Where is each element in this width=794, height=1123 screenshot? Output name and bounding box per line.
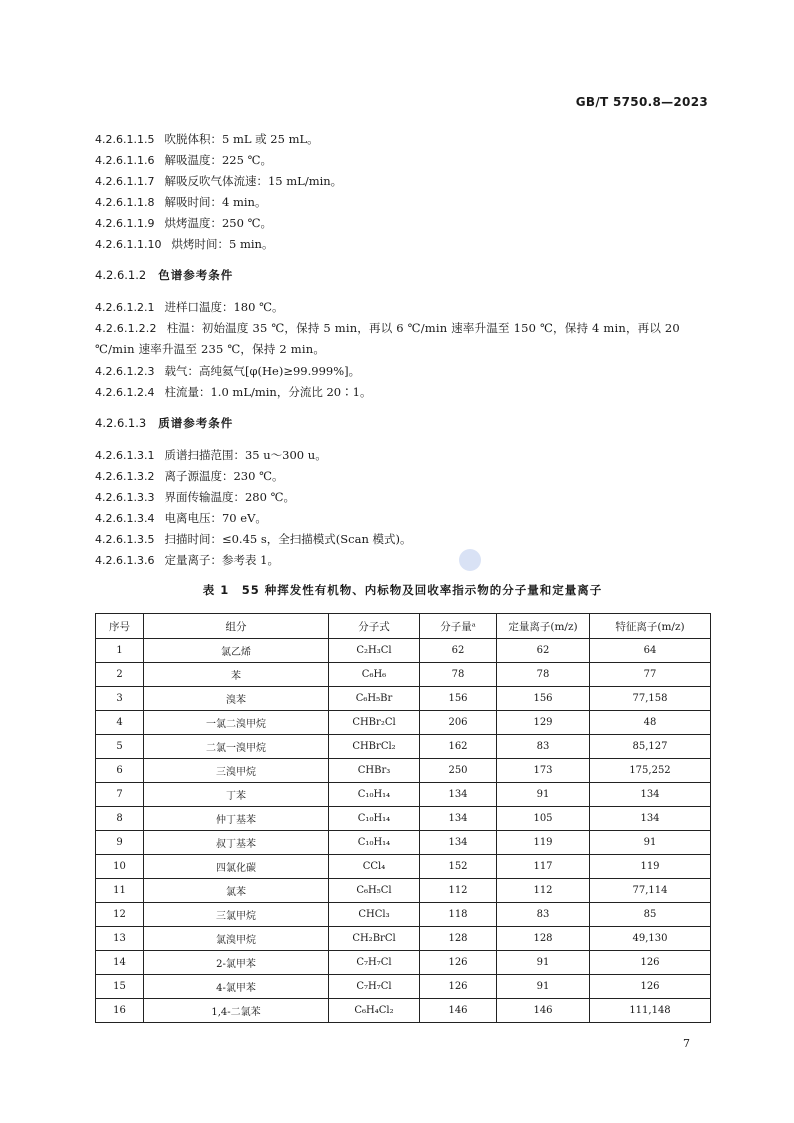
- column-header: 序号: [96, 614, 144, 639]
- table-cell: 5: [96, 735, 144, 759]
- table-cell: 氯溴甲烷: [144, 927, 329, 951]
- table-cell: 119: [497, 831, 590, 855]
- table-cell: 126: [590, 951, 711, 975]
- table-cell: CH₂BrCl: [329, 927, 420, 951]
- table-header-row: [96, 614, 711, 639]
- table-cell: C₂H₃Cl: [329, 639, 420, 663]
- table-cell: CHBr₃: [329, 759, 420, 783]
- table-cell: 16: [96, 999, 144, 1023]
- table-cell: 112: [420, 879, 497, 903]
- table-cell: 162: [420, 735, 497, 759]
- table-cell: 叔丁基苯: [144, 831, 329, 855]
- table-body: [96, 639, 711, 1023]
- table-cell: 1,4-二氯苯: [144, 999, 329, 1023]
- table-cell: 173: [497, 759, 590, 783]
- table-row: [96, 663, 711, 687]
- table-cell: CHCl₃: [329, 903, 420, 927]
- table-cell: C₁₀H₁₄: [329, 783, 420, 807]
- table-cell: 91: [497, 951, 590, 975]
- table-cell: 126: [420, 975, 497, 999]
- table-row: [96, 999, 711, 1023]
- table-cell: 11: [96, 879, 144, 903]
- table-cell: 6: [96, 759, 144, 783]
- standard-code: GB/T 5750.8—2023: [575, 95, 708, 109]
- table-cell: 氯苯: [144, 879, 329, 903]
- table-cell: 苯: [144, 663, 329, 687]
- table-cell: 111,148: [590, 999, 711, 1023]
- table-row: [96, 807, 711, 831]
- table-cell: 128: [497, 927, 590, 951]
- watermark-logo-icon: [459, 549, 481, 571]
- table-cell: 146: [497, 999, 590, 1023]
- table-row: [96, 735, 711, 759]
- table-cell: 8: [96, 807, 144, 831]
- column-header: 定量离子(m/z): [497, 614, 590, 639]
- clause-item: 4.2.6.1.1.5 吹脱体积：5 mL 或 25 mL。: [95, 132, 319, 146]
- table-row: [96, 783, 711, 807]
- table-cell: 3: [96, 687, 144, 711]
- clause-item: 4.2.6.1.1.7 解吸反吹气体流速：15 mL/min。: [95, 174, 343, 188]
- table-cell: 78: [420, 663, 497, 687]
- table-cell: 146: [420, 999, 497, 1023]
- table-cell: 119: [590, 855, 711, 879]
- table-cell: 1: [96, 639, 144, 663]
- table-cell: 丁苯: [144, 783, 329, 807]
- table-cell: C₁₀H₁₄: [329, 831, 420, 855]
- clause-item: 4.2.6.1.1.9 烘烤温度：250 ℃。: [95, 216, 272, 230]
- table-cell: 78: [497, 663, 590, 687]
- column-header: 组分: [144, 614, 329, 639]
- table-cell: 62: [497, 639, 590, 663]
- table-row: [96, 639, 711, 663]
- table-cell: 14: [96, 951, 144, 975]
- table-title: 表 1 55 种挥发性有机物、内标物及回收率指示物的分子量和定量离子: [202, 583, 603, 597]
- table-row: [96, 759, 711, 783]
- clause-item: 4.2.6.1.2.2 柱温：初始温度 35 ℃，保持 5 min，再以 6 ℃/min 速率升温至 150 ℃，保持 4 min，再以 20 ℃/min 速率升温至 235 ℃，保持 2 min。: [95, 321, 680, 356]
- table-cell: 126: [420, 951, 497, 975]
- table-cell: 156: [497, 687, 590, 711]
- table-cell: 91: [590, 831, 711, 855]
- table-row: [96, 831, 711, 855]
- table-row: [96, 903, 711, 927]
- table-cell: 三溴甲烷: [144, 759, 329, 783]
- section-heading-gc: 4.2.6.1.2 色谱参考条件: [95, 268, 234, 282]
- table-cell: 128: [420, 927, 497, 951]
- table-cell: 溴苯: [144, 687, 329, 711]
- clause-item: 4.2.6.1.3.1 质谱扫描范围：35 u～300 u。: [95, 448, 327, 462]
- table-cell: 91: [497, 975, 590, 999]
- table-cell: 77,158: [590, 687, 711, 711]
- table-cell: 126: [590, 975, 711, 999]
- table-row: [96, 927, 711, 951]
- table-row: [96, 975, 711, 999]
- table-cell: 112: [497, 879, 590, 903]
- table-cell: 9: [96, 831, 144, 855]
- table-cell: 85: [590, 903, 711, 927]
- table-cell: C₆H₅Br: [329, 687, 420, 711]
- table-cell: C₁₀H₁₄: [329, 807, 420, 831]
- table-cell: C₇H₇Cl: [329, 975, 420, 999]
- table-cell: 64: [590, 639, 711, 663]
- clause-item: 4.2.6.1.3.2 离子源温度：230 ℃。: [95, 469, 284, 483]
- table-cell: 77: [590, 663, 711, 687]
- table-cell: 83: [497, 903, 590, 927]
- clause-item: 4.2.6.1.3.4 电离电压：70 eV。: [95, 511, 267, 525]
- table-cell: 10: [96, 855, 144, 879]
- table-row: [96, 711, 711, 735]
- table-cell: 48: [590, 711, 711, 735]
- table-cell: 4: [96, 711, 144, 735]
- clause-item: 4.2.6.1.1.8 解吸时间：4 min。: [95, 195, 267, 209]
- clause-item: 4.2.6.1.2.4 柱流量：1.0 mL/min，分流比 20∶1。: [95, 385, 372, 399]
- clause-item: 4.2.6.1.3.3 界面传输温度：280 ℃。: [95, 490, 295, 504]
- table-cell: 15: [96, 975, 144, 999]
- data-table: [95, 613, 711, 1023]
- table-cell: CHBrCl₂: [329, 735, 420, 759]
- table-cell: 四氯化碳: [144, 855, 329, 879]
- table-cell: 4-氯甲苯: [144, 975, 329, 999]
- table-cell: 85,127: [590, 735, 711, 759]
- table-cell: C₆H₄Cl₂: [329, 999, 420, 1023]
- table-cell: 134: [420, 783, 497, 807]
- page-number: 7: [683, 1037, 690, 1050]
- table-cell: 134: [420, 807, 497, 831]
- table-cell: C₆H₆: [329, 663, 420, 687]
- table-cell: 129: [497, 711, 590, 735]
- table-cell: 7: [96, 783, 144, 807]
- table-cell: 134: [590, 783, 711, 807]
- table-cell: 77,114: [590, 879, 711, 903]
- table-cell: 仲丁基苯: [144, 807, 329, 831]
- table-cell: 134: [590, 807, 711, 831]
- column-header: 特征离子(m/z): [590, 614, 711, 639]
- table-cell: 105: [497, 807, 590, 831]
- clause-item: 4.2.6.1.2.3 载气：高纯氦气[φ(He)≥99.999%]。: [95, 364, 361, 378]
- table-cell: 二氯一溴甲烷: [144, 735, 329, 759]
- table-cell: 一氯二溴甲烷: [144, 711, 329, 735]
- table-row: [96, 855, 711, 879]
- table-cell: CCl₄: [329, 855, 420, 879]
- table-cell: CHBr₂Cl: [329, 711, 420, 735]
- table-row: [96, 951, 711, 975]
- table-cell: 2-氯甲苯: [144, 951, 329, 975]
- clause-item: 4.2.6.1.1.6 解吸温度：225 ℃。: [95, 153, 272, 167]
- table-cell: 49,130: [590, 927, 711, 951]
- section-heading-ms: 4.2.6.1.3 质谱参考条件: [95, 416, 234, 430]
- table-cell: 13: [96, 927, 144, 951]
- table-cell: 156: [420, 687, 497, 711]
- clause-item: 4.2.6.1.2.1 进样口温度：180 ℃。: [95, 300, 284, 314]
- table-row: [96, 687, 711, 711]
- table-cell: 12: [96, 903, 144, 927]
- table-cell: 117: [497, 855, 590, 879]
- table-cell: C₇H₇Cl: [329, 951, 420, 975]
- table-cell: 134: [420, 831, 497, 855]
- table-cell: 118: [420, 903, 497, 927]
- clause-item: 4.2.6.1.3.6 定量离子：参考表 1。: [95, 553, 279, 567]
- table-row: [96, 879, 711, 903]
- table-cell: 62: [420, 639, 497, 663]
- table-cell: 氯乙烯: [144, 639, 329, 663]
- table-cell: 2: [96, 663, 144, 687]
- table-cell: 175,252: [590, 759, 711, 783]
- table-cell: 152: [420, 855, 497, 879]
- column-header: 分子量ᵃ: [420, 614, 497, 639]
- table-cell: 三氯甲烷: [144, 903, 329, 927]
- clause-item: 4.2.6.1.3.5 扫描时间：≤0.45 s，全扫描模式(Scan 模式)。: [95, 532, 412, 546]
- clause-item: 4.2.6.1.1.10 烘烤时间：5 min。: [95, 237, 274, 251]
- column-header: 分子式: [329, 614, 420, 639]
- table-cell: 206: [420, 711, 497, 735]
- table-cell: 91: [497, 783, 590, 807]
- table-cell: 250: [420, 759, 497, 783]
- table-cell: C₆H₅Cl: [329, 879, 420, 903]
- table-cell: 83: [497, 735, 590, 759]
